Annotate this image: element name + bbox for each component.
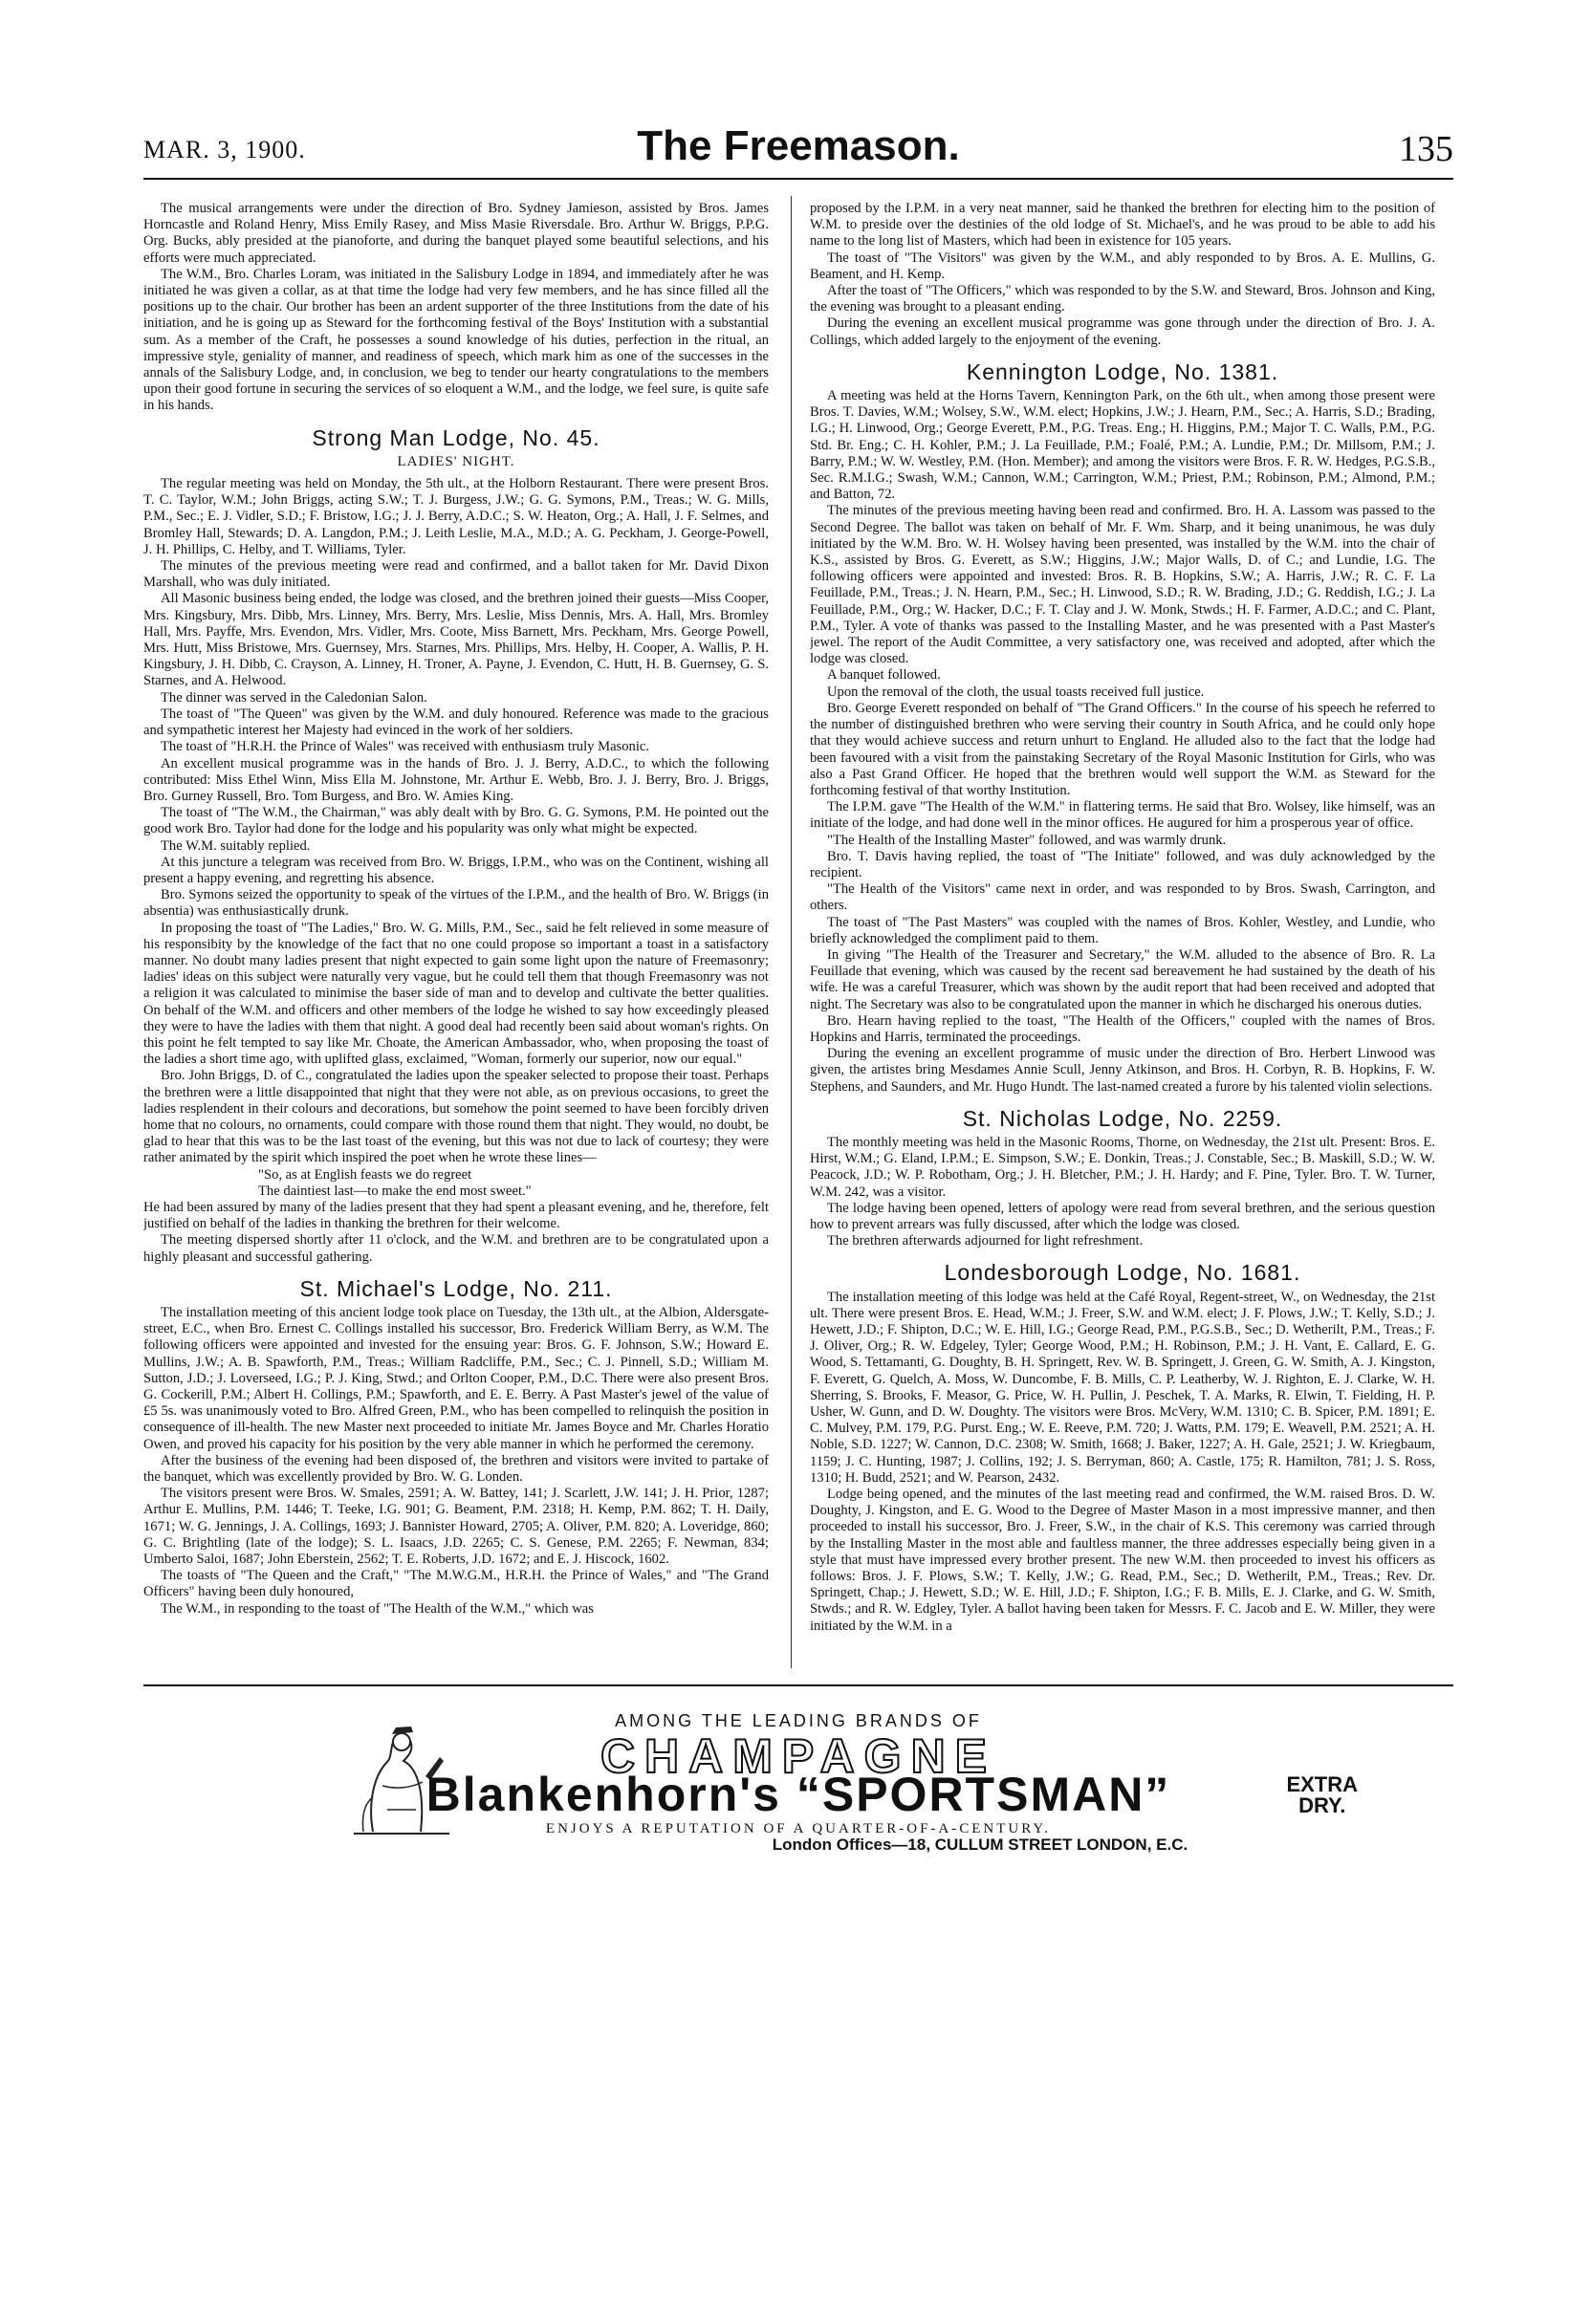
- verse-line: The daintiest last—to make the end most sweet.": [258, 1183, 532, 1199]
- section-title-st-nicholas: St. Nicholas Lodge, No. 2259.: [962, 1105, 1283, 1131]
- paragraph: Bro. George Everett responded on behalf of "The Grand Officers." In the course of his speech he referred to the number of distinguished brethren who were serving their country in South Africa, and he could only hope that they would achieve success and return unhurt to England. He alluded also to the fact that the lodge had been favoured with a visit from the painstaking Secretary of the Royal Masonic Institution for Girls, who was also a Past Grand Officer. He hoped that the brethren would well support the W.M. as Steward for the forthcoming festival of that worthy Institution.: [810, 700, 1435, 798]
- paragraph: A meeting was held at the Horns Tavern, Kennington Park, on the 6th ult., when among those present were Bros. T. Davies, W.M.; Wolsey, S.W., W.M. elect; Hopkins, J.W.; J. Hearn, P.M., Sec.; A. Harris, S.D.; Brading, I.G.; H. Linwood, Org.; George Everett, P.M., P.G. Treas. Eng.; H. Higgins, P.M.; Major T. C. Walls, P.M., P.G. Std. Br. Eng.; C. H. Kohler, P.M.; J. La Feuillade, P.M.; Foalé, P.M.; A. Lundie, P.M.; Dr. Millsom, P.M.; J. Barry, P.M.; W. W. Westley, P.M. (Hon. Member); and among the visitors were Bros. F. R. W. Hedges, P.G.S.B., Sec. R.M.I.G.; Swash, W.M.; Cannon, W.M.; Carrington, W.M.; Priest, P.M.; Robinson, P.M.; Almond, P.M.; and Batton, 72.: [810, 388, 1435, 503]
- advert-brand: Blankenhorn's “SPORTSMAN”: [425, 1768, 1171, 1821]
- advert-product: CHAMPAGNE: [600, 1729, 997, 1783]
- paragraph: In giving "The Health of the Treasurer and Secretary," the W.M. alluded to the absence of Bro. R. La Feuillade that evening, which was caused by the recent sad bereavement he had sustained by the death of his wife. He was a careful Treasurer, which was shown by the audit report that had been received and adopted that night. The Secretary was also to be congratulated upon the manner in which he discharged his onerous duties.: [810, 946, 1435, 1012]
- advert-extra: EXTRA: [1286, 1772, 1358, 1796]
- paragraph: The toast of "H.R.H. the Prince of Wales" was received with enthusiasm truly Masonic.: [161, 739, 650, 755]
- right-column: [810, 201, 1435, 1668]
- paragraph: The visitors present were Bros. W. Smales, 2591; A. W. Battey, 141; J. Scarlett, J.W. 141; J. H. Prior, 1287; Arthur E. Mullins, P.M. 1446; T. Teeke, I.G. 901; G. Beament, P.M. 2318; H. Kemp, P.M. 862; T. H. Daily, 1671; W. G. Jennings, J. A. Collings, 1693; J. Bannister Howard, 2705; A. Oliver, P.M. 820; A. Loveridge, 860; G. C. Brightling (late of the lodge); S. L. Isaacs, J.D. 2265; C. S. Genese, P.M. 2265; F. Newman, 834; Umberto Saloi, 1687; John Eberstein, 2562; T. E. Roberts, J.D. 1672; and E. J. Hiscock, 1602.: [143, 1486, 769, 1568]
- paragraph: The regular meeting was held on Monday, the 5th ult., at the Holborn Restaurant. There were present Bros. T. C. Taylor, W.M.; John Briggs, acting S.W.; T. J. Burgess, J.W.; G. G. Symons, P.M., Treas.; W. G. Mills, P.M., Sec.; E. J. Vidler, S.D.; F. Bristow, I.G.; J. J. Berry, A.D.C.; S. W. Heaton, Org.; A. Hall, J. F. Selmes, and Bromley Hall, Stewards; D. A. Langdon, P.M.; J. Leith Leslie, M.A., M.D.; A. G. Peckham, J. George-Powell, J. H. Phillips, C. Helby, and T. Williams, Tyler.: [143, 476, 769, 557]
- paragraph: Lodge being opened, and the minutes of the last meeting read and confirmed, the W.M. raised Bros. D. W. Doughty, J. Kingston, and E. G. Wood to the Degree of Master Mason in a most impressive manner, and then proceeded to install his successor, Bro. J. Freer, S.W., in the chair of K.S. This ceremony was carried through by the Installing Master in the most able and faultless manner, the three addresses especially being given in a style that must have impressed every brother present. The new W.M. then proceeded to invest his officers as follows: Bros. J. F. Plows, S.W.; T. Kelly, J.W.; G. Read, P.M., Sec.; D. Wetherilt, P.M., Treas.; Rev. Dr. Springett, Chap.; J. Hewett, S.D.; W. E. Hill, J.D.; F. Shipton, I.G.; F. B. Mills, E. J. Clarke, and G. W. Smith, Stwds.; and R. W. Edgley, Tyler. A ballot having been taken for Messrs. F. C. Jacob and E. W. Miller, they were initiated by the W.M. in a: [810, 1487, 1435, 1634]
- advert-reputation: ENJOYS A REPUTATION OF A QUARTER-OF-A-CENTURY.: [545, 1821, 1052, 1836]
- paragraph: Bro. Symons seized the opportunity to speak of the virtues of the I.P.M., and the health of Bro. W. Briggs (in absentia) was enthusiastically drunk.: [143, 887, 769, 920]
- column-divider: [791, 196, 792, 1668]
- paragraph: The installation meeting of this lodge was held at the Café Royal, Regent-street, W., on Wednesday, the 21st ult. There were present Bros. E. Head, W.M.; J. Freer, S.W. and W.M. elect; J. F. Plows, J.W.; T. Kelly, S.D.; J. Hewett, J.D.; F. Shipton, D.C.; W. E. Hill, I.G.; George Read, P.M., P.G.S.B., Sec.; D. Wetherilt, P.M., Treas.; F. J. Oliver, Org.; R. W. Edgeley, Tyler; George Wood, P.M.; H. Robinson, P.M.; J. H. Vant, E. Callard, E. G. Wood, S. Tettamanti, G. Doughty, B. H. Springett, Rev. W. B. Springett, J. Green, G. W. Smith, A. J. Kingston, F. Everett, G. Quelch, A. Moss, W. Duncombe, F. B. Mills, C. P. Leatherby, W. J. Righton, E. J. Clarke, W. H. Sherring, S. Brooks, F. Measor, G. Price, W. H. Pullin, J. Peschek, T. A. Marks, R. Elwin, T. Fielding, H. P. Usher, W. Gunn, and D. W. Doughty. The visitors were Bros. McVery, W.M. 1310; C. B. Spicer, P.M. 1891; E. C. Mulvey, P.M. 179, P.G. Purst. Eng.; W. E. Reeve, P.M. 720; J. Watts, P.M. 179; E. Weavell, P.M. 2521; A. H. Noble, S.D. 1227; W. Cannon, D.C. 2308; W. Smith, 1668; J. Baker, 1227; A. H. Gale, 2521; J. W. Kriegbaum, 1159; J. C. Hunting, 1987; J. Collins, 192; J. S. Berryman, 860; A. Castle, 175; R. Hamilton, 781; J. S. Ross, 1310; H. Budd, 2521; and W. Pearson, 2432.: [810, 1289, 1435, 1486]
- paragraph: The toast of "The W.M., the Chairman," was ably dealt with by Bro. G. G. Symons, P.M. He pointed out the good work Bro. Taylor had done for the lodge and his popularity was only what might be expected.: [143, 805, 769, 837]
- paragraph: In proposing the toast of "The Ladies," Bro. W. G. Mills, P.M., Sec., said he felt relieved in some measure of his responsibity by the knowledge of the fact that no one could propose so important a toast in a satisfactory manner. No doubt many ladies present that night expected to gain some light upon the nature of Freemasonry; ladies' ideas on this subject were naturally very vague, but he could tell them that though Freemasonry was not a religion it was calculated to minimise the baser side of man and to develop and cultivate the better qualities. On behalf of the W.M. and officers and other members of the lodge he wished to say how exceedingly pleased they were to have the ladies with them that night. A good deal had recently been said about woman's rights. On this point he felt tempted to say like Mr. Choate, the American Ambassador, who, when proposing the toast of the ladies a short time ago, with uplifted glass, exclaimed, "Woman, formerly our superior, now our equal.": [143, 920, 769, 1068]
- masthead: [143, 122, 1453, 172]
- paragraph: The toast of "The Visitors" was given by the W.M., and ably responded to by Bros. A. E. Mullins, G. Beament, and H. Kemp.: [810, 250, 1435, 282]
- section-title-kennington: Kennington Lodge, No. 1381.: [966, 358, 1279, 384]
- left-column: [143, 201, 769, 1668]
- section-title-strong-man: Strong Man Lodge, No. 45.: [312, 424, 600, 450]
- paragraph: The W.M., in responding to the toast of "The Health of the W.M.," which was: [161, 1600, 594, 1617]
- paragraph: An excellent musical programme was in the hands of Bro. J. J. Berry, A.D.C., to which the following contributed: Miss Ethel Winn, Miss Ella M. Johnstone, Mr. Arthur E. Webb, Bro. J. J. Berry, Bro. J. Briggs, Bro. Gurney Russell, Bro. Tom Burgess, and Bro. W. Amies King.: [143, 755, 769, 804]
- advert-extra-dry: [1286, 1774, 1358, 1816]
- paragraph: The I.P.M. gave "The Health of the W.M." in flattering terms. He said that Bro. Wolsey, like himself, was an initiate of the lodge, and had done well in the minor offices. He augured for him a prosperous year of office.: [810, 799, 1435, 832]
- paragraph: All Masonic business being ended, the lodge was closed, and the brethren joined their guests—Miss Cooper, Mrs. Kingsbury, Mrs. Dibb, Mrs. Linney, Mrs. Berry, Mrs. Leslie, Miss Dennis, Mrs. A. Hall, Mrs. Bromley Hall, Mrs. Payffe, Mrs. Evendon, Mrs. Vidler, Mrs. Coote, Miss Barnett, Mrs. Peckham, Mrs. George Powell, Mrs. Hutt, Miss Bristowe, Mrs. Guernsey, Mrs. Starnes, Mrs. Phillips, Mrs. Helby, H. Cooper, A. Wallis, P. H. Kingsbury, J. H. Dibb, C. Crayson, A. Linney, H. Troner, A. Payne, J. Evendon, C. Hutt, H. B. Guernsey, G. S. Starnes, and A. Helwood.: [143, 591, 769, 689]
- paragraph: A banquet followed.: [827, 667, 941, 684]
- paragraph: The W.M. suitably replied.: [161, 837, 311, 854]
- section-subtitle: LADIES' NIGHT.: [397, 453, 515, 469]
- paragraph: The toast of "The Past Masters" was coupled with the names of Bros. Kohler, Westley, and Lundie, who briefly acknowledged the compliment paid to them.: [810, 914, 1435, 946]
- section-title-londesborough: Londesborough Lodge, No. 1681.: [944, 1260, 1301, 1286]
- champagne-advertisement: [143, 1711, 1453, 1854]
- masthead-rule: [143, 178, 1453, 180]
- paragraph: The W.M., Bro. Charles Loram, was initiated in the Salisbury Lodge in 1894, and immediately after he was initiated he was given a collar, as at that time the lodge had very few members, and he has since filled all the positions up to the chair. Our brother has been an ardent supporter of the three Institutions from the date of his initiation, and he is going up as Steward for the forthcoming festival of the Boys' Institution with a substantial sum. As a member of the Craft, he possesses a sound knowledge of his duties, perfection in the ritual, an impressive style, geniality of manner, and readiness of speech, which mark him as one of the successes in the annals of the Salisbury Lodge, and, in conclusion, we beg to tender our hearty congratulations to the members upon their good fortune in securing the services of so eloquent a W.M., and the lodge, we feel sure, is quite safe in his hands.: [143, 266, 769, 414]
- paragraph: The dinner was served in the Caledonian Salon.: [161, 689, 427, 706]
- paragraph: Bro. Hearn having replied to the toast, "The Health of the Officers," coupled with the names of Bros. Hopkins and Harris, terminated the proceedings.: [810, 1012, 1435, 1045]
- paragraph: After the toast of "The Officers," which was responded to by the S.W. and Steward, Bros. Johnson and King, the evening was brought to a pleasant ending.: [810, 283, 1435, 315]
- paragraph: The toasts of "The Queen and the Craft," "The M.W.G.M., H.R.H. the Prince of Wales," and "The Grand Officers" having been duly honoured,: [143, 1568, 769, 1600]
- advert-top-rule: [143, 1684, 1453, 1686]
- paragraph: The lodge having been opened, letters of apology were read from several brethren, and the serious question how to prevent arrears was fully discussed, after which the lodge was closed.: [810, 1200, 1435, 1232]
- paragraph: Bro. T. Davis having replied, the toast of "The Initiate" followed, and was duly acknowledged by the recipient.: [810, 848, 1435, 880]
- publication-title: The Freemason.: [637, 122, 960, 169]
- paragraph: The toast of "The Queen" was given by the W.M. and duly honoured. Reference was made to the gracious and sympathetic interest her Majesty had evinced in the work of her soldiers.: [143, 706, 769, 739]
- paragraph: proposed by the I.P.M. in a very neat manner, said he thanked the brethren for electing him to the position of W.M. to preside over the destinies of the old lodge of St. Michael's, and he was proud to be able to add his name to the long list of Masters, which had been in existence for 105 years.: [810, 201, 1435, 250]
- paragraph: At this juncture a telegram was received from Bro. W. Briggs, I.P.M., who was on the Continent, wishing all present a happy evening, and regretting his absence.: [143, 854, 769, 886]
- paragraph: Upon the removal of the cloth, the usual toasts received full justice.: [827, 684, 1205, 700]
- paragraph: The meeting dispersed shortly after 11 o'clock, and the W.M. and brethren are to be congratulated upon a highly pleasant and successful gathering.: [143, 1232, 769, 1265]
- paragraph: During the evening an excellent musical programme was gone through under the direction of Bro. J. A. Collings, which added largely to the enjoyment of the evening.: [810, 315, 1435, 348]
- paragraph: He had been assured by many of the ladies present that they had spent a pleasant evening, and he, therefore, felt justified on behalf of the ladies in thanking the brethren for their welcome.: [143, 1199, 769, 1232]
- page-number: 135: [1399, 129, 1453, 169]
- issue-date: MAR. 3, 1900.: [143, 136, 306, 163]
- verse-line: "So, as at English feasts we do regreet: [258, 1166, 472, 1183]
- paragraph: "The Health of the Installing Master" followed, and was warmly drunk.: [827, 832, 1227, 848]
- paragraph: The musical arrangements were under the direction of Bro. Sydney Jamieson, assisted by Bros. James Horncastle and Roland Henry, Miss Emily Rasey, and Miss Masie Riversdale. Bro. Arthur W. Briggs, P.P.G. Org. Bucks, ably presided at the pianoforte, and during the banquet played some beautiful selections, and his efforts were much appreciated.: [143, 201, 769, 266]
- paragraph: The monthly meeting was held in the Masonic Rooms, Thorne, on Wednesday, the 21st ult. Present: Bros. E. Hirst, W.M.; G. Eland, I.P.M.; E. Simpson, S.W.; E. Donkin, Treas.; J. Constable, Sec.; B. Maskill, S.D.; W. W. Peacock, J.D.; W. P. Robotham, Org.; J. H. Bletcher, P.M.; J. H. Hardy; and F. Pine, Tyler. Bro. T. W. Turner, W.M. 242, was a visitor.: [810, 1134, 1435, 1200]
- paragraph: "The Health of the Visitors" came next in order, and was responded to by Bros. Swash, Carrington, and others.: [810, 881, 1435, 914]
- paragraph: During the evening an excellent programme of music under the direction of Bro. Herbert Linwood was given, the artistes bring Mesdames Annie Scull, Jenny Atkinson, and Bros. H. Corbyn, R. B. Hopkins, F. W. Stephens, and Saunders, and Mr. Hugo Hundt. The last-named created a furore by his talented violin selections.: [810, 1046, 1435, 1095]
- advert-offices: London Offices—18, CULLUM STREET LONDON, E.C.: [772, 1835, 1188, 1854]
- paragraph: The minutes of the previous meeting having been read and confirmed. Bro. H. A. Lassom was passed to the Second Degree. The ballot was taken on behalf of Mr. F. Wm. Sharp, and it being unanimous, he was duly initiated by the W.M. Bro. W. H. Wolsey having been presented, was installed by the W.M. into the chair of K.S., assisted by Bros. G. Everett, as S.W.; Higgins, J.W.; Major Walls, D. of C.; and Lundie, I.G. The following officers were appointed and invested: Bros. R. B. Hopkins, S.W.; A. Harris, J.W.; R. C. F. La Feuillade, P.M., Treas.; J. N. Hearn, P.M., Sec.; H. Linwood, S.D.; R. W. Brading, J.D.; G. Reddish, I.G.; J. La Feuillade, P.M., Org.; W. Hacker, D.C.; F. T. Clay and J. W. Monk, Stwds.; H. F. Farmer, A.D.C.; and C. Plant, P.M., Tyler. A vote of thanks was passed to the Installing Master, and he was presented with a Past Master's jewel. The report of the Audit Committee, a very satisfactory one, was received and adopted, after which the lodge was closed.: [810, 503, 1435, 667]
- paragraph: Bro. John Briggs, D. of C., congratulated the ladies upon the speaker selected to propose their toast. Perhaps the brethren were a little disappointed that night that they were not able, as on previous occasions, to greet the ladies resplendent in their colours and decorations, but somehow the point seemed to have been forcibly driven home that no colours, no ornaments, could compare with those round them that night. They would, no doubt, be glad to hear that this was to be the last toast of the evening, but this was not due to lack of courtesy; they were rather animated by the spirit which inspired the poet when he wrote these lines—: [143, 1068, 769, 1166]
- paragraph: The installation meeting of this ancient lodge took place on Tuesday, the 13th ult., at the Albion, Aldersgate-street, E.C., when Bro. Ernest C. Collings installed his successor, Bro. Frederick William Berry, as W.M. The following officers were appointed and invested for the ensuing year: Bros. G. F. Johnson, S.W.; Howard E. Mullins, J.W.; A. B. Spawforth, P.M., Treas.; William Radcliffe, P.M., Sec.; C. J. Pinnell, S.D.; William M. Sutton, J.D.; J. Loverseed, I.G.; P. J. King, Stwd.; and Orlton Cooper, P.M., D.C. There were also present Bros. G. Cockerill, P.M.; Albert H. Collings, P.M.; Spawforth, and E. E. Berry. A Past Master's jewel of the value of £5 5s. was unanimously voted to Bro. Alfred Green, P.M., who has been compelled to relinquish the position in consequence of ill-health. The new Master next proceeded to initiate Mr. James Boyce and Mr. Charles Horatio Owen, and proved his capacity for his position by the very able manner in which he performed the ceremony.: [143, 1305, 769, 1452]
- paragraph: The minutes of the previous meeting were read and confirmed, and a ballot taken for Mr. David Dixon Marshall, who was duly initiated.: [143, 558, 769, 591]
- paragraph: The brethren afterwards adjourned for light refreshment.: [827, 1233, 1144, 1249]
- advert-tagline: AMONG THE LEADING BRANDS OF: [615, 1711, 982, 1730]
- advert-dry: DRY.: [1298, 1793, 1346, 1817]
- section-title-st-michael: St. Michael's Lodge, No. 211.: [299, 1275, 613, 1301]
- paragraph: After the business of the evening had been disposed of, the brethren and visitors were invited to partake of the banquet, which was excellently provided by Bro. W. G. Londen.: [143, 1452, 769, 1486]
